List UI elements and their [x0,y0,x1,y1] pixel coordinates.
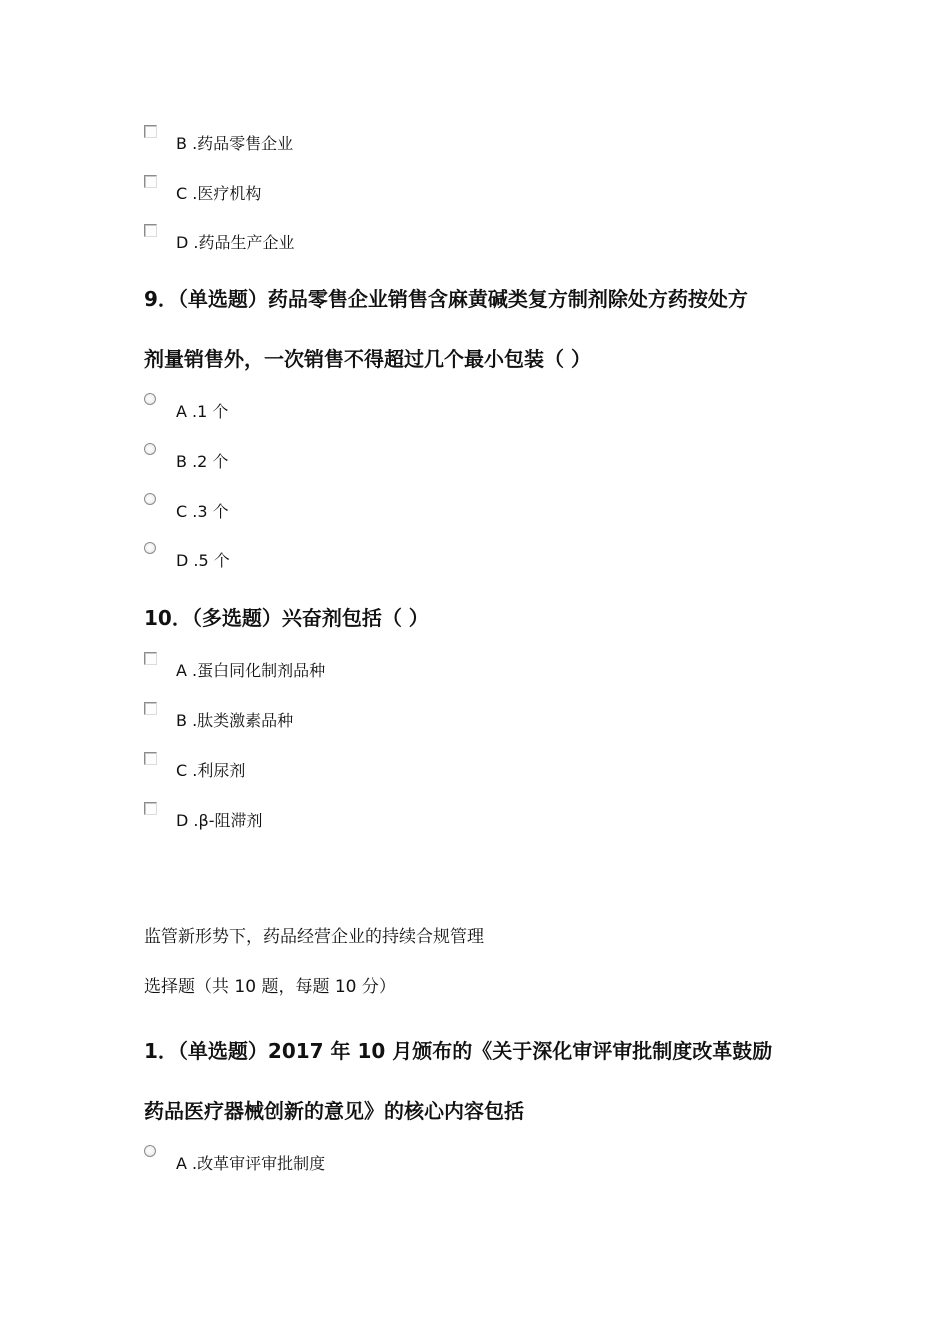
radio-button-icon[interactable] [144,542,156,554]
checkbox-icon[interactable] [144,125,157,138]
checkbox-icon[interactable] [144,752,157,765]
option-label: B .2 个 [176,452,229,471]
option-label: B .药品零售企业 [176,134,294,153]
checkbox-icon[interactable] [144,802,157,815]
checkbox-icon[interactable] [144,224,157,237]
checkbox-icon[interactable] [144,175,157,188]
question-title: 9．（单选题）药品零售企业销售含麻黄碱类复方制剂除处方药按处方 [144,287,748,311]
option-label: A .蛋白同化制剂品种 [176,661,326,680]
option-label: B .肽类激素品种 [176,711,294,730]
option-label: C .利尿剂 [176,761,246,780]
radio-button-icon[interactable] [144,1145,156,1157]
radio-button-icon[interactable] [144,493,156,505]
checkbox-icon[interactable] [144,702,157,715]
radio-button-icon[interactable] [144,443,156,455]
checkbox-icon[interactable] [144,652,157,665]
question-title-continued: 药品医疗器械创新的意见》的核心内容包括 [144,1099,524,1123]
section-subtitle: 选择题（共 10 题，每题 10 分） [144,977,396,997]
option-label: D .β-阻滞剂 [176,811,263,830]
option-label: A .1 个 [176,402,229,421]
option-label: C .医疗机构 [176,184,262,203]
question-title-continued: 剂量销售外，一次销售不得超过几个最小包装（ ） [144,347,591,371]
option-label: D .5 个 [176,551,230,570]
option-label: A .改革审评审批制度 [176,1154,326,1173]
question-title: 10．（多选题）兴奋剂包括（ ） [144,606,429,630]
option-label: D .药品生产企业 [176,233,295,252]
option-label: C .3 个 [176,502,229,521]
radio-button-icon[interactable] [144,393,156,405]
section-title: 监管新形势下，药品经营企业的持续合规管理 [144,927,484,947]
question-title: 1．（单选题）2017 年 10 月颁布的《关于深化审评审批制度改革鼓励 [144,1039,773,1063]
